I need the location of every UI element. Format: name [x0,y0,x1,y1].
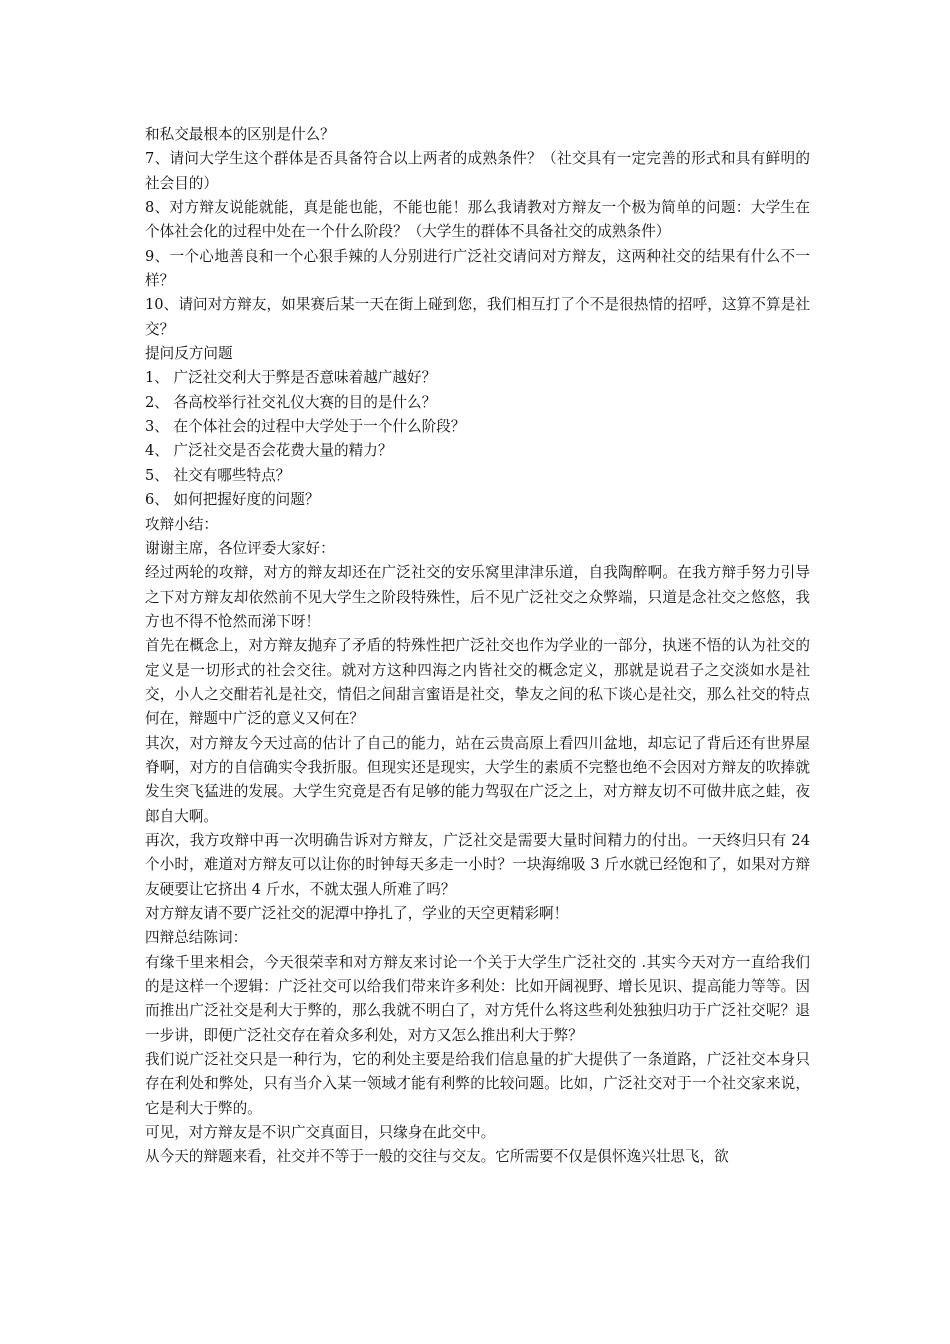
summary-paragraph-4: 再次，我方攻辩中再一次明确告诉对方辩友，广泛社交是需要大量时间精力的付出。一天终归只有 24 个小时，难道对方辩友可以让你的时钟每天多走一小时？一块海绵吸 3 斤水就已经饱和了，如果对方辩友硬要让它挤出 4 斤水，不就太强人所难了吗？ [145,831,810,898]
paragraph-5: 10、请问对方辩友，如果赛后某一天在街上碰到您，我们相互打了个不是很热情的招呼，这算不算是社交？ [145,296,810,338]
greeting-line: 谢谢主席，各位评委大家好： [145,539,335,557]
document-body [145,123,810,1170]
summary-paragraph-3: 其次，对方辩友今天过高的估计了自己的能力，站在云贵高原上看四川盆地，却忘记了背后还有世界屋脊啊，对方的自信确实令我折服。但现实还是现实，大学生的素质不完整也绝不会因对方辩友的吹捧就发生突飞猛进的发展。大学生究竟是否有足够的能力驾驭在广泛之上，对方辩友切不可做井底之蛙，夜郎自大啊。 [145,734,810,825]
section-heading-opponent-questions: 提问反方问题 [145,345,233,363]
question-item-6: 6、 如何把握好度的问题？ [145,491,320,509]
paragraph-3: 8、对方辩友说能就能，真是能也能，不能也能！那么我请教对方辩友一个极为简单的问题：大学生在个体社会化的过程中处在一个什么阶段？（大学生的群体不具备社交的成熟条件） [145,199,810,241]
closing-paragraph-4: 从今天的辩题来看，社交并不等于一般的交往与交友。它所需要不仅是俱怀逸兴壮思飞，欲 [145,1148,729,1166]
paragraph-1: 和私交最根本的区别是什么？ [145,126,335,143]
question-item-1: 1、 广泛社交利大于弊是否意味着越广越好？ [145,369,437,387]
question-item-4: 4、 广泛社交是否会花费大量的精力？ [145,442,393,460]
summary-paragraph-1: 经过两轮的攻辩，对方的辩友却还在广泛社交的安乐窝里津津乐道，自我陶醉啊。在我方辩手努力引导之下对方辩友却依然前不见大学生之阶段特殊性，后不见广泛社交之众弊端，只道是念社交之悠悠，我方也不得不怆然而涕下呀！ [145,564,810,630]
section-heading-closing-statement: 四辩总结陈词： [145,929,248,947]
question-item-2: 2、 各高校举行社交礼仪大赛的目的是什么？ [145,393,437,411]
paragraph-4: 9、一个心地善良和一个心狠手辣的人分别进行广泛社交请问对方辩友，这两种社交的结果有什么不一样？ [145,247,810,290]
paragraph-2: 7、请问大学生这个群体是否具备符合以上两者的成熟条件？（社交具有一定完善的形式和具有鲜明的社会目的） [145,150,810,192]
summary-paragraph-5: 对方辩友请不要广泛社交的泥潭中挣扎了，学业的天空更精彩啊！ [145,905,569,922]
summary-paragraph-2: 首先在概念上，对方辩友抛弃了矛盾的特殊性把广泛社交也作为学业的一部分，执迷不悟的认为社交的定义是一切形式的社会交往。就对方这种四海之内皆社交的概念定义，那就是说君子之交淡如水是社交，小人之交酣若礼是社交，情侣之间甜言蜜语是社交，挚友之间的私下谈心是社交，那么社交的特点何在，辩题中广泛的意义又何在？ [145,637,810,728]
closing-paragraph-3: 可见，对方辩友是不识广交真面目，只缘身在此交中。 [145,1124,496,1142]
closing-paragraph-1: 有缘千里来相会，今天很荣幸和对方辩友来讨论一个关于大学生广泛社交的 .其实今天对方一直给我们的是这样一个逻辑：广泛社交可以给我们带来许多利处：比如开阔视野、增长见识、提高能力等等。因而推出广泛社交是利大于弊的，那么我就不明白了，对方凭什么将这些利处独独归功于广泛社交呢？退一步讲，即便广泛社交存在着众多利处，对方又怎么推出利大于弊？ [145,953,810,1044]
closing-paragraph-2: 我们说广泛社交只是一种行为，它的利处主要是给我们信息量的扩大提供了一条道路，广泛社交本身只存在利处和弊处，只有当介入某一领域才能有利弊的比较问题。比如，广泛社交对于一个社交家来说，它是利大于弊的。 [145,1051,810,1117]
question-item-3: 3、 在个体社会的过程中大学处于一个什么阶段？ [145,418,466,436]
section-heading-debate-summary: 攻辩小结： [145,515,218,533]
question-item-5: 5、 社交有哪些特点？ [145,466,291,484]
